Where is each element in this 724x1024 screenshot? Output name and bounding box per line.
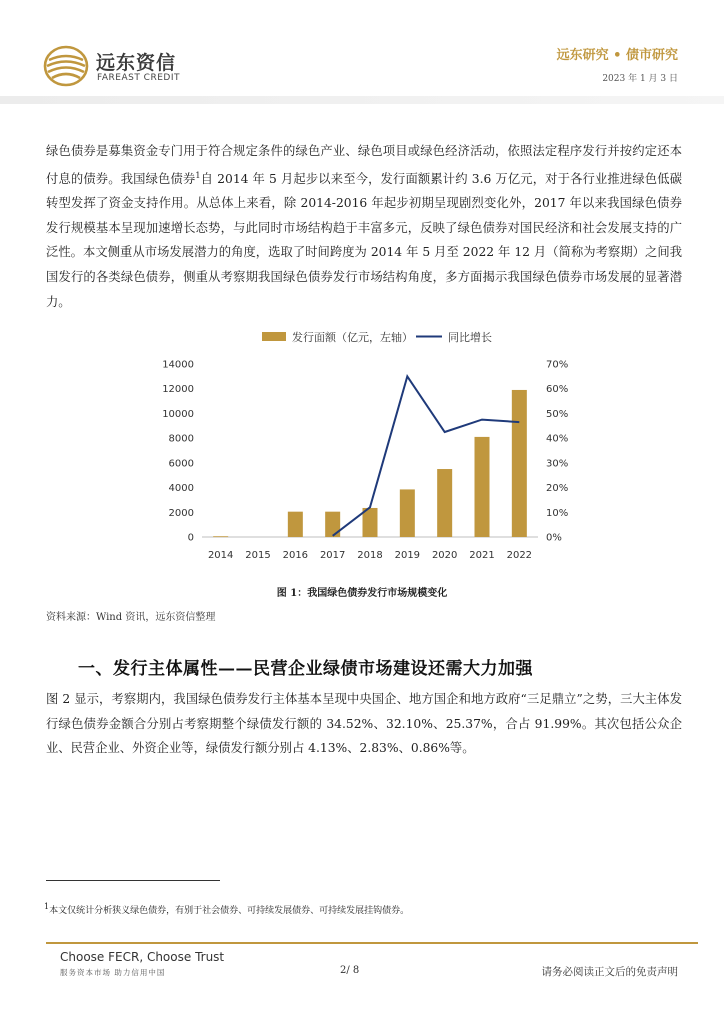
right-axis-tick-label: 60% [546,384,569,396]
logo-mark-icon [42,44,90,88]
footer-tagline: 服务资本市场 助力信用中国 [60,968,166,977]
legend-line-label: 同比增长 [448,331,492,344]
intro-paragraph-part2: 自 2014 年 5 月起步以来至今，发行面额累计约 3.6 万亿元，对于各行业推进绿色低碳转型发挥了资金支持作用。从总体上来看，除 2014-2016 年起步初期呈现剧烈变化外，2017 年以来我国绿色债券发行规模基本呈现加速增长态势，与此同时市场结构趋于丰富多元，反映了绿色债券对国民经济和社会发展支持的广泛性。本文侧重从市场发展潜力的角度，选取了时间跨度为 2014 年 5 月至 2022 年 12 月（简称为考察期）之间我国发行的各类绿色债券，侧重从考察期我国绿色债券发行市场结构角度，多方面揭示我国绿色债券市场发展的显著潜力。 [46,171,682,309]
bar-2017 [325,512,340,537]
green-bond-issuance-chart [150,322,590,572]
right-axis-tick-label: 0% [546,532,562,544]
left-axis-tick-label: 8000 [168,433,194,445]
figure-caption: 图 1：我国绿色债券发行市场规模变化 [276,588,448,599]
left-axis-tick-label: 0 [187,532,194,544]
x-axis-tick-label: 2021 [469,550,495,561]
left-axis-tick-label: 4000 [168,483,194,495]
left-axis-tick-label: 2000 [168,507,194,519]
right-axis-tick-label: 50% [546,408,569,420]
logo-text-cn: 远东资信 [96,52,177,74]
company-logo [42,44,212,88]
left-axis-tick-label: 10000 [162,408,194,420]
bar-2016 [288,512,303,537]
page-header [0,0,724,104]
footer-slogan: Choose FECR, Choose Trust [60,950,225,964]
data-source-note: 资料来源：Wind 资讯，远东资信整理 [46,612,216,623]
growth-rate-line [333,376,520,535]
legend-bar-label: 发行面额（亿元，左轴） [292,331,413,344]
x-axis-tick-label: 2014 [207,550,234,561]
left-axis-tick-label: 14000 [162,359,194,371]
x-axis-tick-label: 2018 [357,550,383,561]
right-axis-tick-label: 10% [546,507,569,519]
section-heading: 一、发行主体属性——民营企业绿债市场建设还需大力加强 [78,659,533,679]
chart-canvas [150,322,590,572]
bar-2014 [213,536,228,537]
report-series-title: 远东研究 • 债市研究 [556,48,678,63]
x-axis-tick-label: 2015 [245,550,271,561]
legend-bar-swatch [262,332,286,341]
right-axis-tick-label: 30% [546,458,569,470]
bar-2021 [475,437,490,537]
left-axis-tick-label: 6000 [168,458,194,470]
footnote-divider [46,880,220,881]
right-axis-tick-label: 70% [546,359,569,371]
right-axis-tick-label: 20% [546,483,569,495]
section-paragraph: 图 2 显示，考察期内，我国绿色债券发行主体基本呈现中央国企、地方国企和地方政府“三足鼎立”之势，三大主体发行绿色债券金额合分别占考察期整个绿债发行额的 34.52%、32.10%、25.37%，合占 91.99%。其次包括公众企业、民营企业、外资企业等，绿债发行额分别占 4.13%、2.83%、0.86%等。 [46,692,682,756]
intro-paragraph [46,139,682,314]
logo-text-en: FAREAST CREDIT [97,73,180,83]
right-axis-tick-label: 40% [546,433,569,445]
x-axis-tick-label: 2019 [394,550,421,561]
bar-2020 [437,469,452,537]
left-axis-tick-label: 12000 [162,384,194,396]
footer-disclaimer: 请务必阅读正文后的免责声明 [541,966,678,978]
x-axis-tick-label: 2017 [319,550,346,561]
header-divider [0,96,724,104]
footnote-mark: 1 [44,902,50,911]
intro-paragraph-part1: 绿色债券是募集资金专门用于符合规定条件的绿色产业、绿色项目或绿色经济活动，依照法定程序发行并按约定还本付息的债券。我国绿色债券 [46,144,682,186]
footnote [44,902,409,916]
bar-2022 [512,390,527,537]
x-axis-tick-label: 2020 [431,550,458,561]
page-number: 2/ 8 [340,965,360,976]
report-date: 2023 年 1 月 3 日 [602,74,678,84]
footer-divider [46,942,698,944]
footnote-text: 本文仅统计分析狭义绿色债券，有别于社会债券、可持续发展债券、可持续发展挂钩债券。 [49,906,410,916]
footnote-reference[interactable]: 1 [195,170,201,180]
x-axis-tick-label: 2016 [282,550,309,561]
x-axis-tick-label: 2022 [506,550,533,561]
bar-2019 [400,489,415,537]
